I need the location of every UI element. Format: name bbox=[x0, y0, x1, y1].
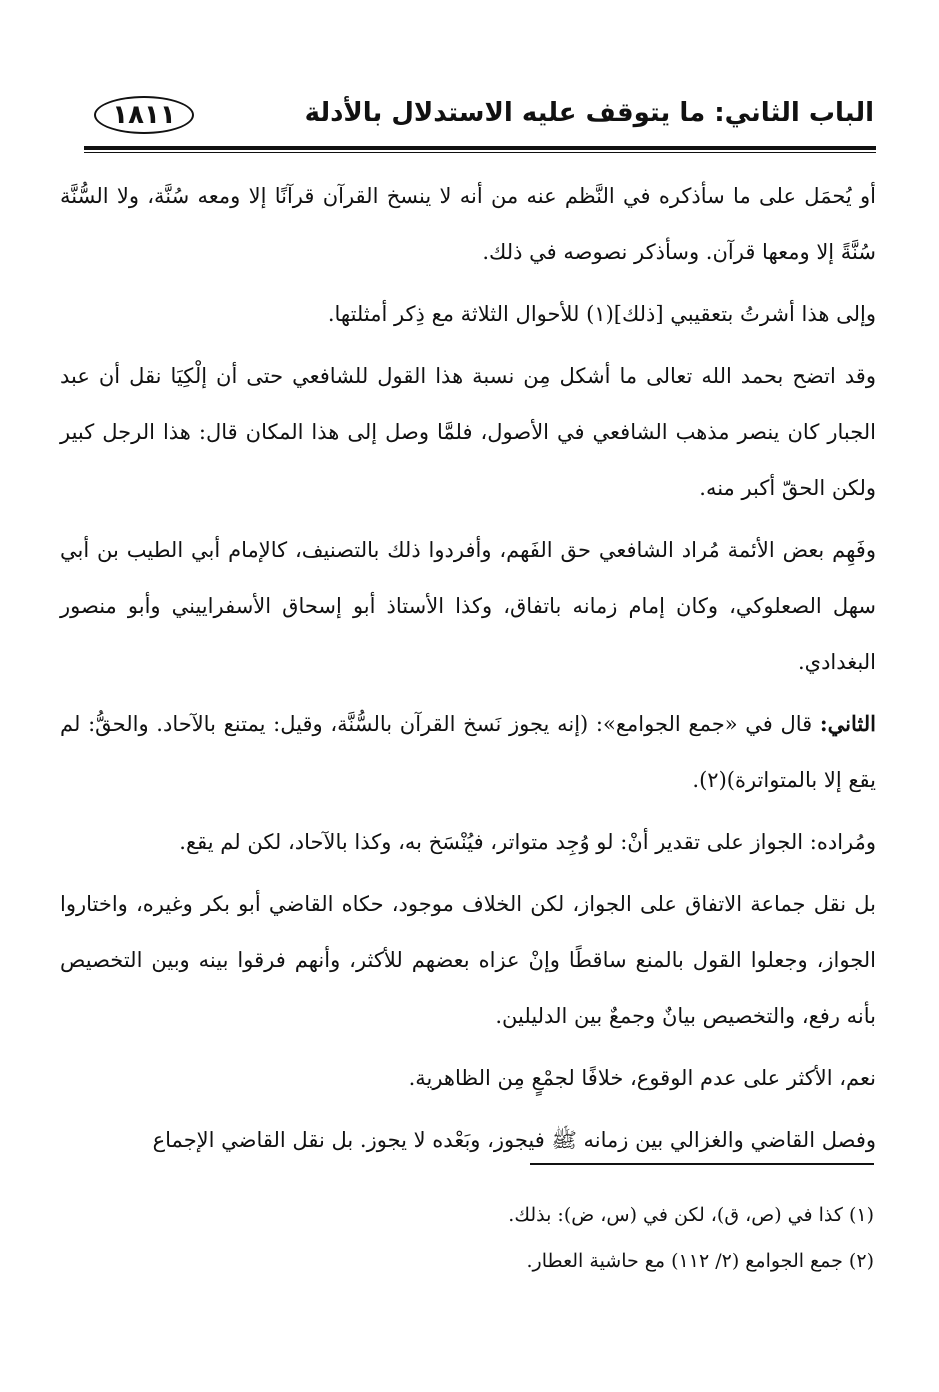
paragraph: بل نقل جماعة الاتفاق على الجواز، لكن الخلاف موجود، حكاه القاضي أبو بكر وغيره، واختاروا الجواز، وجعلوا القول بالمنع ساقطًا وإنْ عزاه بعضهم للأكثر، وأنهم فرقوا بينه وبين التخصيص بأنه رفع، والتخصيص بيانٌ وجمعٌ بين الدليلين. bbox=[60, 892, 876, 1028]
paragraph: وإلى هذا أشرتُ بتعقيبي [ذلك](١) للأحوال الثلاثة مع ذِكر أمثلتها. bbox=[327, 302, 876, 326]
footnotes bbox=[84, 1192, 874, 1284]
page-number: ١٨١١ bbox=[94, 96, 194, 134]
header-rule bbox=[84, 146, 876, 150]
paragraph: نعم، الأكثر على عدم الوقوع، خلافًا لجمْعٍ مِن الظاهرية. bbox=[408, 1066, 876, 1090]
footnote: (٢) جمع الجوامع (٢/ ١١٢) مع حاشية العطار. bbox=[526, 1250, 874, 1272]
running-title: الباب الثاني: ما يتوقف عليه الاستدلال بالأدلة bbox=[304, 98, 874, 128]
footnote: (١) كذا في (ص، ق)، لكن في (س، ض): بذلك. bbox=[508, 1204, 874, 1226]
header-rule-thin bbox=[84, 152, 876, 153]
paragraph bbox=[60, 696, 876, 808]
footnote-separator bbox=[530, 1163, 874, 1165]
paragraph: وفصل القاضي والغزالي بين زمانه ﷺ فيجوز، وبَعْده لا يجوز. بل نقل القاضي الإجماع bbox=[152, 1128, 876, 1152]
paragraph-lead: الثاني: bbox=[819, 711, 876, 736]
main-text bbox=[60, 168, 876, 1168]
page-header bbox=[84, 92, 874, 142]
paragraph: ومُراده: الجواز على تقدير أنْ: لو وُجِد متواتر، فيُنْسَخ به، وكذا بالآحاد، لكن لم يقع. bbox=[179, 830, 876, 854]
paragraph: وقد اتضح بحمد الله تعالى ما أشكل مِن نسبة هذا القول للشافعي حتى أن إلْكِيَا نقل أن عبد الجبار كان ينصر مذهب الشافعي في الأصول، فلمَّا وصل إلى هذا المكان قال: هذا الرجل كبير ولكن الحقّ أكبر منه. bbox=[60, 364, 876, 500]
paragraph: وفَهِم بعض الأئمة مُراد الشافعي حق الفَهم، وأفردوا ذلك بالتصنيف، كالإمام أبي الطيب بن أبي سهل الصعلوكي، وكان إمام زمانه باتفاق، وكذا الأستاذ أبو إسحاق الأسفراييني وأبو منصور البغدادي. bbox=[60, 538, 876, 674]
paragraph-text: قال في «جمع الجوامع»: (إنه يجوز نَسخ القرآن بالسُّنَّة، وقيل: يمتنع بالآحاد. والحقُّ: لم يقع إلا بالمتواترة)(٢). bbox=[60, 712, 876, 792]
paragraph: أو يُحمَل على ما سأذكره في النَّظم عنه من أنه لا ينسخ القرآن قرآنًا إلا ومعه سُنَّة، ولا السُّنَّة سُنَّةً إلا ومعها قرآن. وسأذكر نصوصه في ذلك. bbox=[60, 184, 876, 264]
